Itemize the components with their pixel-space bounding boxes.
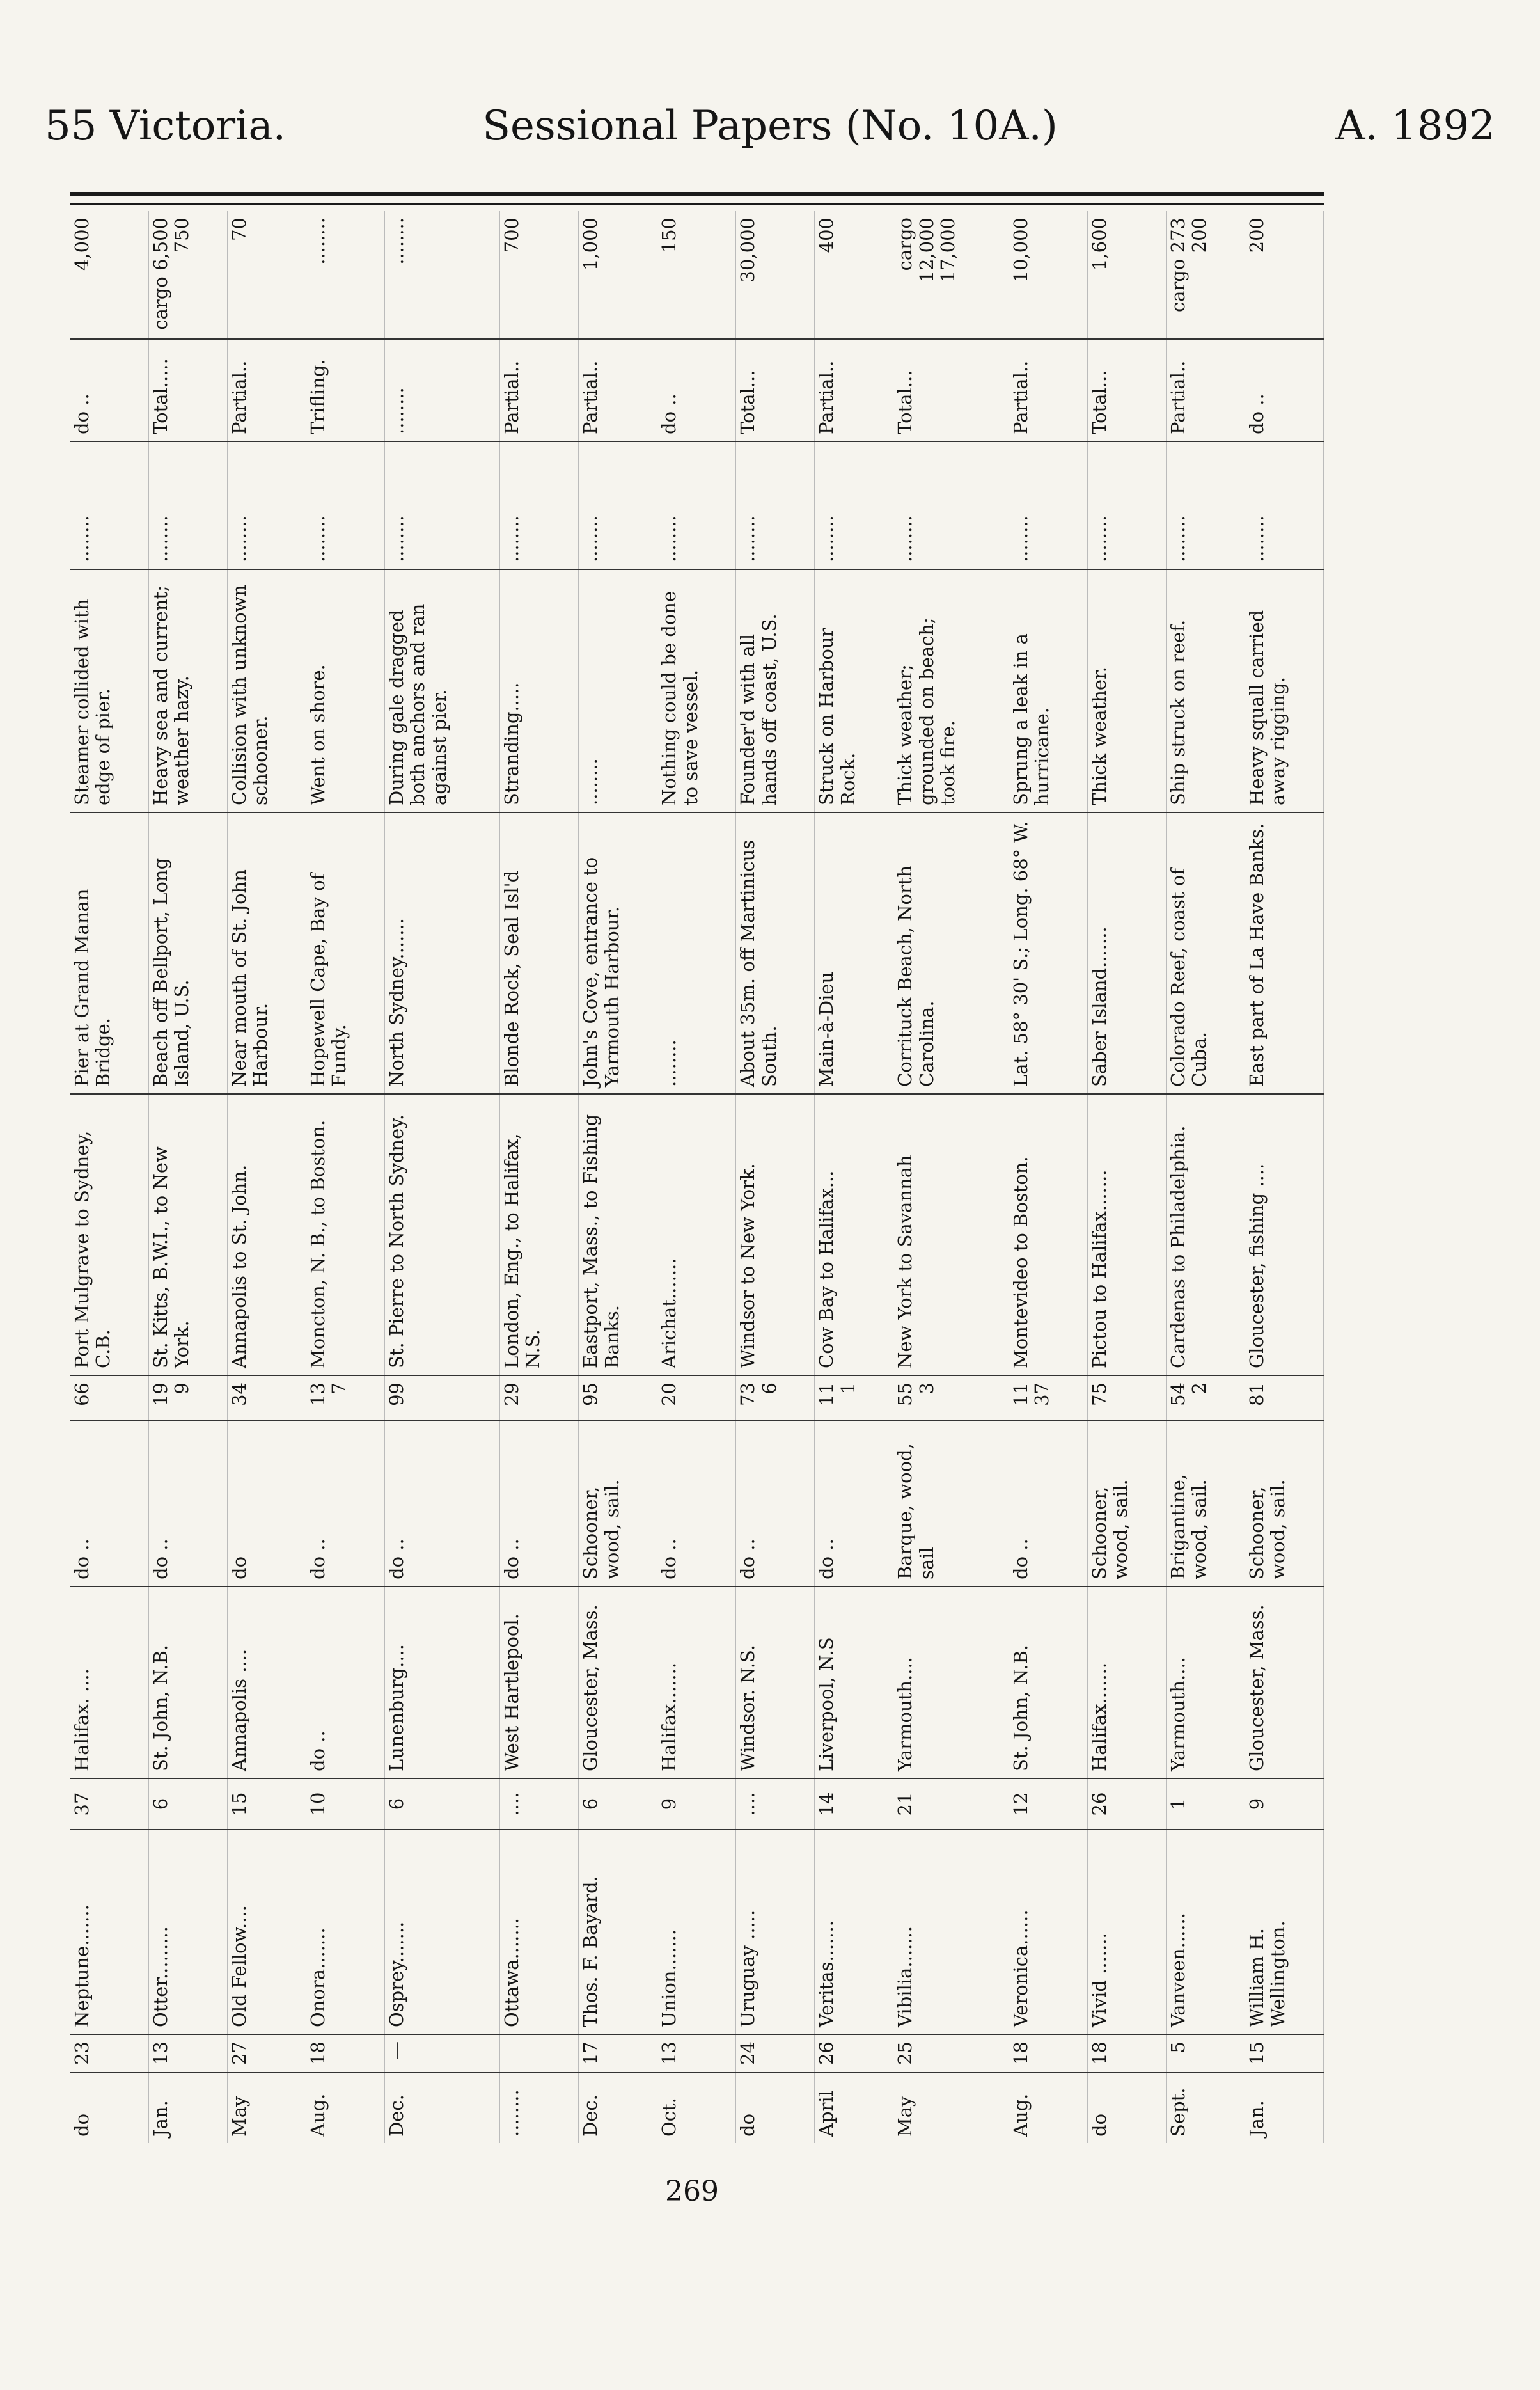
table-row [1245,211,1323,2143]
tons-cell: 26 [1087,1778,1166,1830]
cause-cell: Sprung a leak in a hurricane. [1009,569,1087,812]
tons-cell: 21 [893,1778,1009,1830]
port-cell: Annapolis .... [227,1587,306,1778]
day-cell: 24 [736,2034,815,2073]
rig-cell: do .. [384,1420,499,1587]
table-row [384,211,499,2143]
cause-cell: ........ [579,569,657,812]
port-cell: Halifax....... [1087,1587,1166,1778]
rig-cell: do .. [657,1420,736,1587]
month-cell: Jan. [148,2073,227,2143]
number-cell: 1137 [1009,1375,1087,1420]
day-cell: 13 [148,2034,227,2073]
port-cell: do .. [306,1587,384,1778]
extent-cell: Partial.. [500,339,579,441]
number-cell: 95 [579,1375,657,1420]
value-cell: ........ [306,218,329,265]
table-row [500,211,579,2143]
vessel-cell: Old Fellow.... [227,1830,306,2034]
port-cell: Halifax....... [657,1587,736,1778]
tons-cell: 6 [148,1778,227,1830]
number-cell: 99 [384,1375,499,1420]
number-cell: 29 [500,1375,579,1420]
vessel-cell: Osprey....... [384,1830,499,2034]
voyage-cell: Montevideo to Boston. [1009,1094,1087,1375]
cause-cell: Thick weather; grounded on beach; took fire. [893,569,1009,812]
month-cell: ........ [500,2073,579,2143]
wreck-table [70,211,1324,2143]
blank-cell: ........ [1245,441,1323,569]
day-cell: 23 [70,2034,148,2073]
place-cell: East part of La Have Banks. [1245,812,1323,1094]
table-row [306,211,384,2143]
voyage-cell: St. Kitts, B.W.I., to New York. [148,1094,227,1375]
month-cell: Aug. [306,2073,384,2143]
value-cell: cargo 273 200 [1167,218,1211,312]
tons-cell: 1 [1166,1778,1245,1830]
cause-cell: Thick weather. [1087,569,1166,812]
port-cell: Windsor. N.S. [736,1587,815,1778]
value-cell: 150 [658,218,680,253]
place-cell: Main-à-Dieu [815,812,893,1094]
blank-cell: ........ [893,441,1009,569]
table-row [1087,211,1166,2143]
value-cell: 1,600 [1088,218,1110,271]
top-rule [70,192,1324,196]
month-cell: May [227,2073,306,2143]
blank-cell: ........ [1166,441,1245,569]
top-rule-thin [70,203,1324,205]
month-cell: Aug. [1009,2073,1087,2143]
value-cell: 70 [228,218,250,241]
extent-cell: Partial.. [227,339,306,441]
wreck-table-body [70,211,1324,2143]
value-cell: 200 [1245,218,1268,253]
month-cell: Dec. [579,2073,657,2143]
port-cell: Lunenburg.... [384,1587,499,1778]
table-row [227,211,306,2143]
extent-cell: Partial.. [579,339,657,441]
place-cell: Colorado Reef, coast of Cuba. [1166,812,1245,1094]
cause-cell: Collision with unknown schooner. [227,569,306,812]
rig-cell: do .. [306,1420,384,1587]
rig-cell: Schooner, wood, sail. [1245,1420,1323,1587]
table-row [736,211,815,2143]
port-cell: West Hartlepool. [500,1587,579,1778]
place-cell: Beach off Bellport, Long Island, U.S. [148,812,227,1094]
month-cell: May [893,2073,1009,2143]
tons-cell: .... [736,1778,815,1830]
extent-cell: Total... [1087,339,1166,441]
voyage-cell: Annapolis to St. John. [227,1094,306,1375]
table-row [148,211,227,2143]
place-cell: About 35m. off Martinicus South. [736,812,815,1094]
blank-cell: ........ [1009,441,1087,569]
day-cell: 18 [1087,2034,1166,2073]
cause-cell: Stranding..... [500,569,579,812]
number-cell: 553 [893,1375,1009,1420]
vessel-cell: Uruguay ..... [736,1830,815,2034]
rig-cell: do .. [70,1420,148,1587]
place-cell: Hopewell Cape, Bay of Fundy. [306,812,384,1094]
voyage-cell: Gloucester, fishing .... [1245,1094,1323,1375]
port-cell: Gloucester, Mass. [579,1587,657,1778]
day-cell: — [384,2034,499,2073]
extent-cell: do .. [657,339,736,441]
voyage-cell: Windsor to New York. [736,1094,815,1375]
extent-cell: ........ [384,339,499,441]
vessel-cell: William H. Wellington. [1245,1830,1323,2034]
value-cell: 4,000 [71,218,93,271]
table-row [657,211,736,2143]
blank-cell: ........ [70,441,148,569]
number-cell: 20 [657,1375,736,1420]
cause-cell: Struck on Harbour Rock. [815,569,893,812]
rotated-table [70,211,1324,2143]
value-cell: ........ [385,218,407,265]
value-cell: 30,000 [737,218,759,283]
day-cell [500,2034,579,2073]
month-cell: April [815,2073,893,2143]
value-cell: cargo 6,500 750 [149,218,193,330]
voyage-cell: Arichat....... [657,1094,736,1375]
port-cell: Liverpool, N.S [815,1587,893,1778]
tons-cell: 9 [657,1778,736,1830]
value-cell: 1,000 [579,218,602,271]
voyage-cell: Pictou to Halifax....... [1087,1094,1166,1375]
day-cell: 18 [306,2034,384,2073]
extent-cell: Total..... [148,339,227,441]
place-cell: Blonde Rock, Seal Isl'd [500,812,579,1094]
extent-cell: Partial.. [815,339,893,441]
vessel-cell: Veronica...... [1009,1830,1087,2034]
tons-cell: 14 [815,1778,893,1830]
number-cell: 111 [815,1375,893,1420]
voyage-cell: Eastport, Mass., to Fishing Banks. [579,1094,657,1375]
rig-cell: Schooner, wood, sail. [1087,1420,1166,1587]
extent-cell: do .. [1245,339,1323,441]
voyage-cell: London, Eng., to Halifax, N.S. [500,1094,579,1375]
tons-cell: .... [500,1778,579,1830]
cause-cell: Founder'd with all hands off coast, U.S. [736,569,815,812]
day-cell: 5 [1166,2034,1245,2073]
number-cell: 137 [306,1375,384,1420]
number-cell: 542 [1166,1375,1245,1420]
voyage-cell: Moncton, N. B., to Boston. [306,1094,384,1375]
vessel-cell: Vanveen...... [1166,1830,1245,2034]
voyage-cell: Cow Bay to Halifax... [815,1094,893,1375]
place-cell: Lat. 58° 30' S.; Long. 68° W. [1009,812,1087,1094]
header-center: Sessional Papers (No. 10A.) [482,102,1058,150]
rig-cell: do .. [148,1420,227,1587]
port-cell: St. John, N.B. [1009,1587,1087,1778]
number-cell: 66 [70,1375,148,1420]
day-cell: 17 [579,2034,657,2073]
header-right: A. 1892 [1335,102,1495,150]
vessel-cell: Vibilia....... [893,1830,1009,2034]
extent-cell: Partial.. [1009,339,1087,441]
tons-cell: 12 [1009,1778,1087,1830]
rig-cell: do .. [1009,1420,1087,1587]
blank-cell: ........ [227,441,306,569]
day-cell: 18 [1009,2034,1087,2073]
cause-cell: Went on shore. [306,569,384,812]
place-cell: John's Cove, entrance to Yarmouth Harbour. [579,812,657,1094]
place-cell: Near mouth of St. John Harbour. [227,812,306,1094]
vessel-cell: Onora....... [306,1830,384,2034]
extent-cell: do .. [70,339,148,441]
table-row [893,211,1009,2143]
blank-cell: ........ [148,441,227,569]
tons-cell: 6 [579,1778,657,1830]
rig-cell: do .. [500,1420,579,1587]
port-cell: St. John, N.B. [148,1587,227,1778]
month-cell: Dec. [384,2073,499,2143]
vessel-cell: Ottawa....... [500,1830,579,2034]
page-number: 269 [665,2175,719,2208]
header-left: 55 Victoria. [45,102,286,150]
value-cell: cargo 12,000 17,000 [894,218,959,283]
port-cell: Yarmouth.... [1166,1587,1245,1778]
vessel-cell: Neptune....... [70,1830,148,2034]
table-row [70,211,148,2143]
place-cell: Pier at Grand Manan Bridge. [70,812,148,1094]
table-row [1166,211,1245,2143]
vessel-cell: Vivid ....... [1087,1830,1166,2034]
rig-cell: Barque, wood, sail [893,1420,1009,1587]
day-cell: 26 [815,2034,893,2073]
extent-cell: Total... [736,339,815,441]
extent-cell: Partial.. [1166,339,1245,441]
value-cell: 700 [501,218,523,253]
blank-cell: ........ [1087,441,1166,569]
voyage-cell: St. Pierre to North Sydney. [384,1094,499,1375]
place-cell: Saber Island....... [1087,812,1166,1094]
day-cell: 13 [657,2034,736,2073]
port-cell: Halifax. .... [70,1587,148,1778]
rig-cell: do .. [815,1420,893,1587]
cause-cell: Heavy sea and current; weather hazy. [148,569,227,812]
month-cell: Oct. [657,2073,736,2143]
place-cell: ........ [657,812,736,1094]
table-row [815,211,893,2143]
vessel-cell: Union....... [657,1830,736,2034]
cause-cell: Steamer collided with edge of pier. [70,569,148,812]
number-cell: 81 [1245,1375,1323,1420]
day-cell: 15 [1245,2034,1323,2073]
port-cell: Gloucester, Mass. [1245,1587,1323,1778]
blank-cell: ........ [306,441,384,569]
wreck-table-area [70,211,1324,2143]
tons-cell: 9 [1245,1778,1323,1830]
tons-cell: 15 [227,1778,306,1830]
cause-cell: Heavy squall carried away rigging. [1245,569,1323,812]
cause-cell: Nothing could be done to save vessel. [657,569,736,812]
tons-cell: 10 [306,1778,384,1830]
month-cell: Jan. [1245,2073,1323,2143]
number-cell: 34 [227,1375,306,1420]
number-cell: 75 [1087,1375,1166,1420]
extent-cell: Trifling. [306,339,384,441]
blank-cell: ........ [384,441,499,569]
vessel-cell: Otter......... [148,1830,227,2034]
blank-cell: ........ [736,441,815,569]
vessel-cell: Veritas....... [815,1830,893,2034]
cause-cell: During gale dragged both anchors and ran against pier. [384,569,499,812]
extent-cell: Total... [893,339,1009,441]
tons-cell: 6 [384,1778,499,1830]
month-cell: do [1087,2073,1166,2143]
place-cell: North Sydney....... [384,812,499,1094]
month-cell: do [70,2073,148,2143]
voyage-cell: New York to Savannah [893,1094,1009,1375]
value-cell: 400 [815,218,838,253]
port-cell: Yarmouth.... [893,1587,1009,1778]
blank-cell: ........ [500,441,579,569]
value-cell: 10,000 [1009,218,1032,283]
rig-cell: do .. [736,1420,815,1587]
number-cell: 199 [148,1375,227,1420]
day-cell: 27 [227,2034,306,2073]
month-cell: Sept. [1166,2073,1245,2143]
cause-cell: Ship struck on reef. [1166,569,1245,812]
blank-cell: ........ [579,441,657,569]
number-cell: 736 [736,1375,815,1420]
tons-cell: 37 [70,1778,148,1830]
day-cell: 25 [893,2034,1009,2073]
rig-cell: Brigantine, wood, sail. [1166,1420,1245,1587]
place-cell: Corrituck Beach, North Carolina. [893,812,1009,1094]
rig-cell: do [227,1420,306,1587]
blank-cell: ........ [815,441,893,569]
rig-cell: Schooner, wood, sail. [579,1420,657,1587]
table-row [579,211,657,2143]
blank-cell: ........ [657,441,736,569]
month-cell: do [736,2073,815,2143]
vessel-cell: Thos. F. Bayard. [579,1830,657,2034]
voyage-cell: Cardenas to Philadelphia. [1166,1094,1245,1375]
table-row [1009,211,1087,2143]
voyage-cell: Port Mulgrave to Sydney, C.B. [70,1094,148,1375]
